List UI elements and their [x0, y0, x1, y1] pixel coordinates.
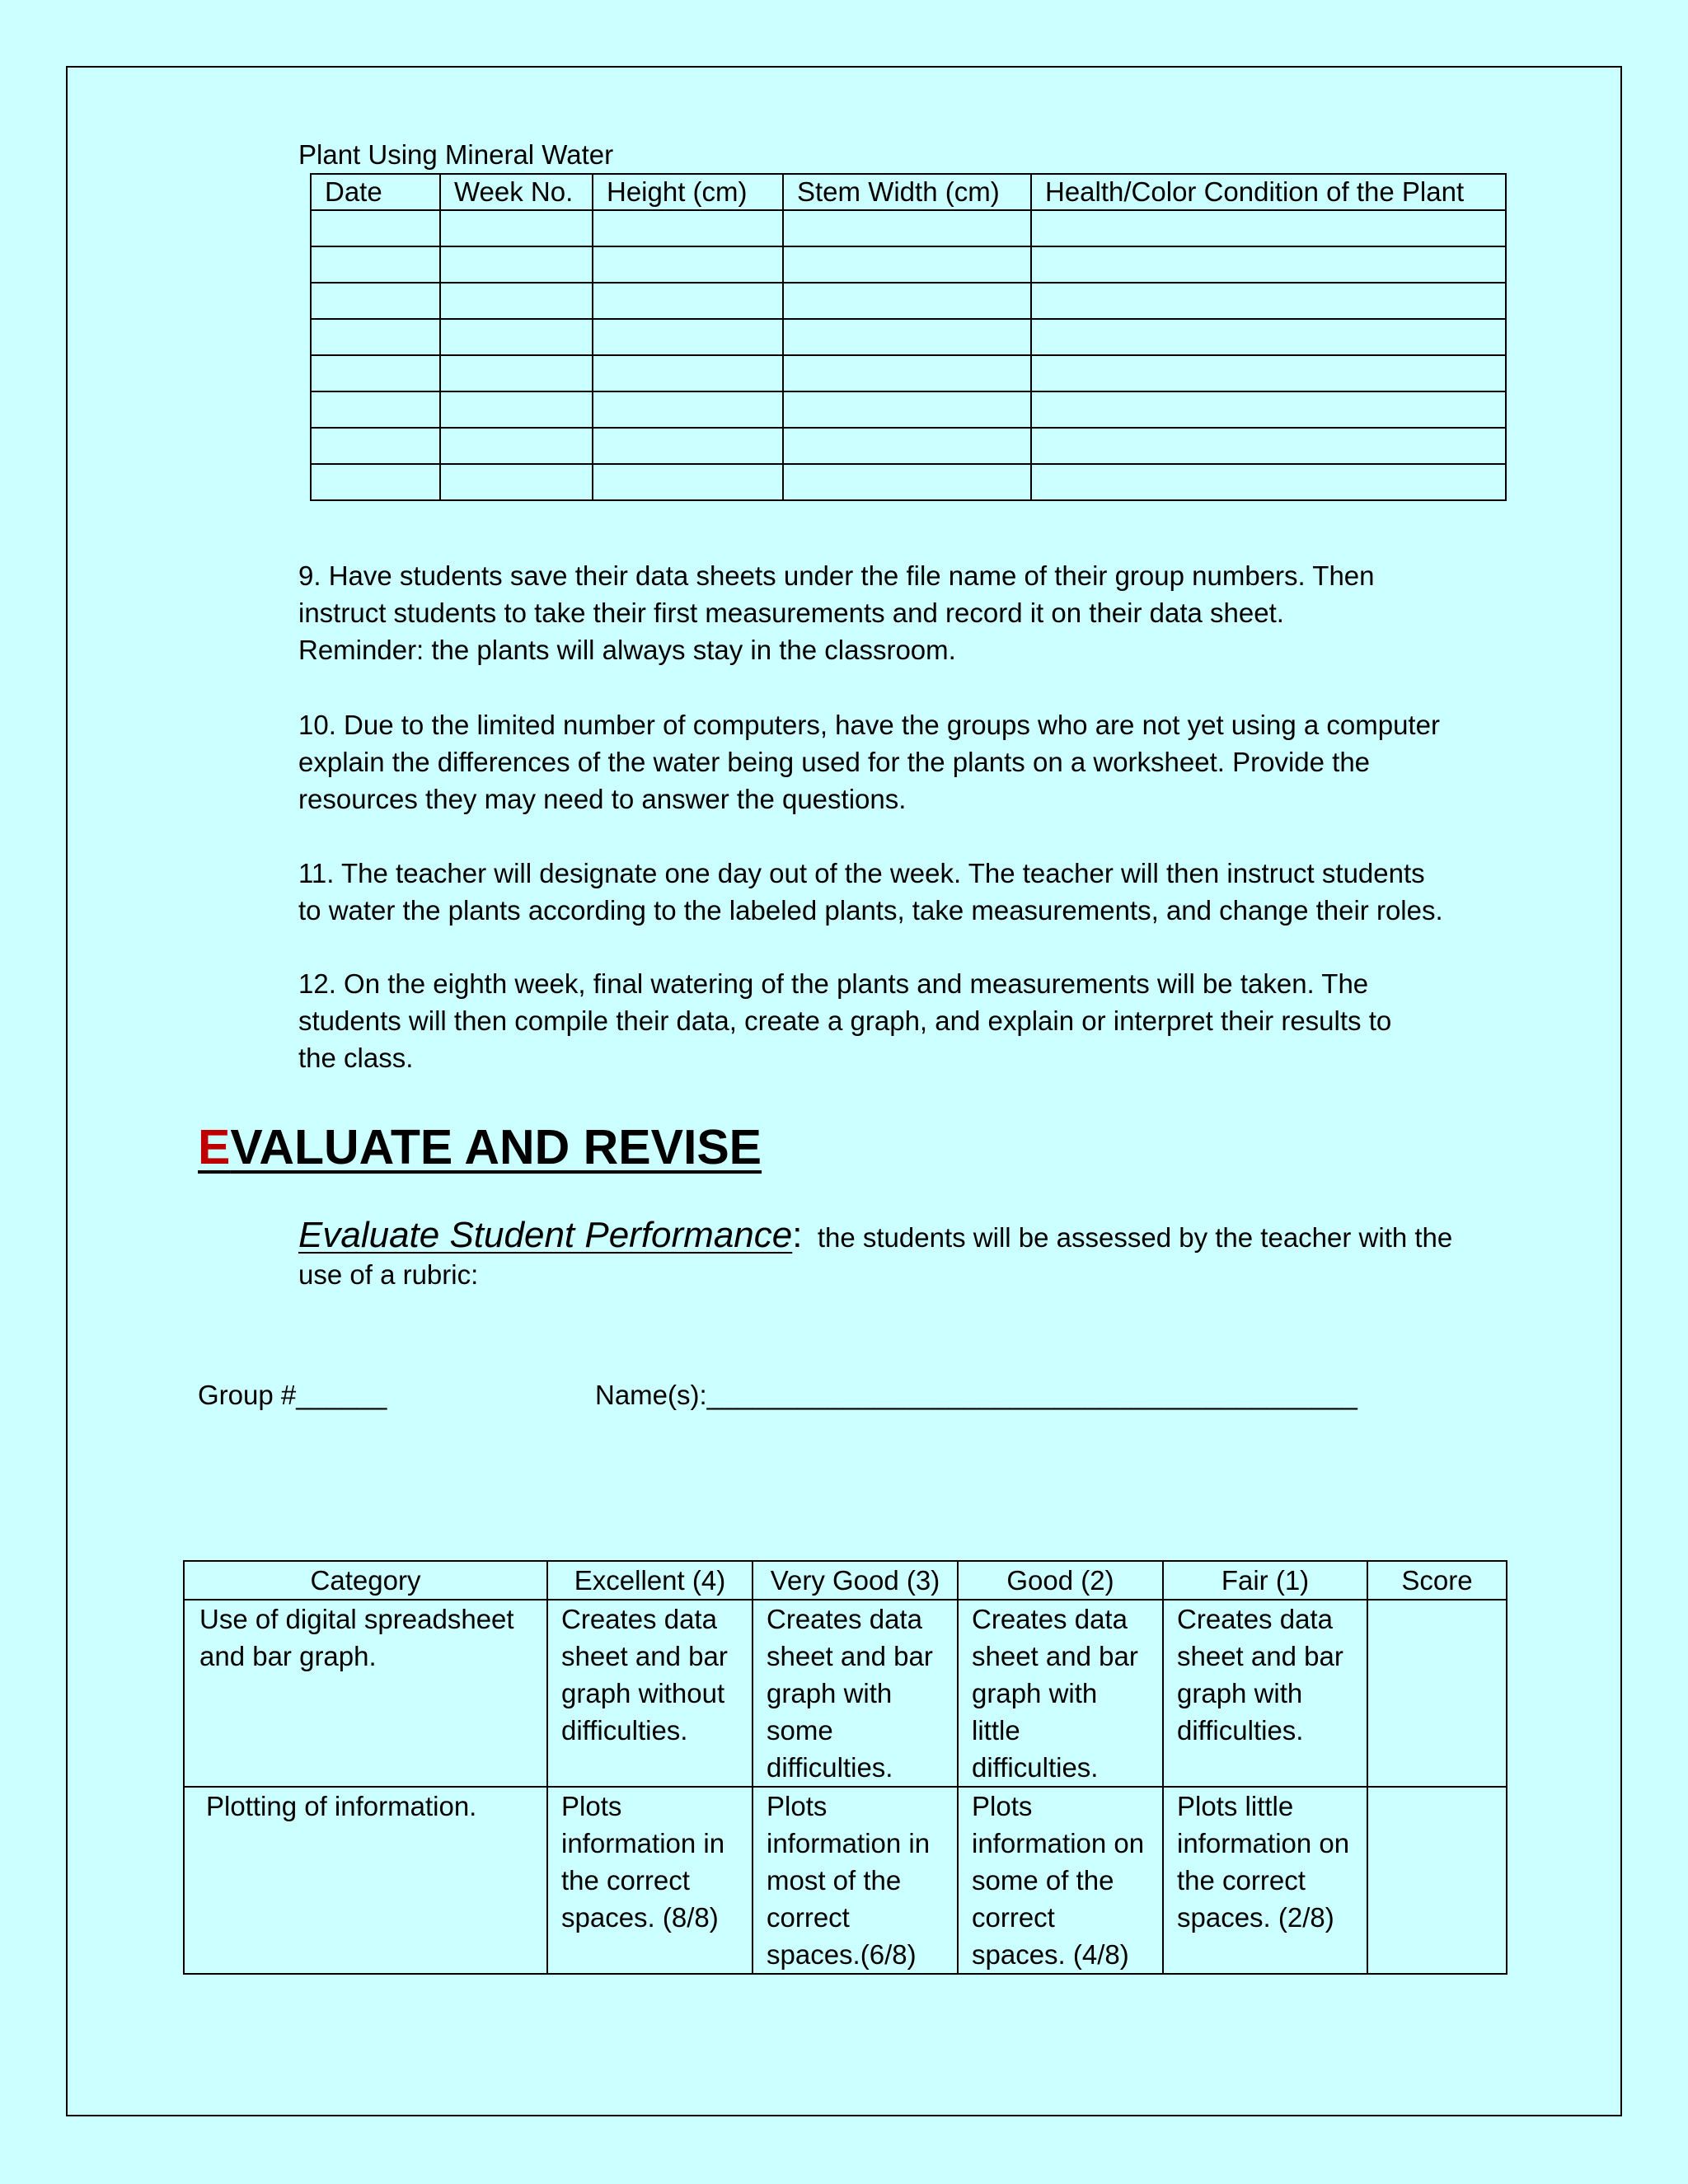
step-line: resources they may need to answer the questions.: [298, 784, 907, 814]
plant-data-table: [310, 173, 1507, 501]
cell[interactable]: [311, 246, 440, 283]
rubric-very-good: Plots information in most of the correct spaces.(6/8): [753, 1787, 958, 1974]
table-row: [311, 355, 1506, 391]
heading-rest: VALUATE AND REVISE: [230, 1120, 762, 1174]
cell[interactable]: [1031, 319, 1506, 355]
cell[interactable]: [783, 283, 1031, 319]
cell[interactable]: [311, 355, 440, 391]
cell[interactable]: [1031, 391, 1506, 428]
table-row: [311, 319, 1506, 355]
data-sheet-caption: Plant Using Mineral Water: [298, 139, 614, 170]
cell[interactable]: [1031, 355, 1506, 391]
step-line: the class.: [298, 1043, 414, 1073]
step-12: [298, 965, 1518, 1076]
step-9: [298, 557, 1518, 668]
col-health-color: Health/Color Condition of the Plant: [1031, 174, 1506, 210]
cell[interactable]: [593, 246, 783, 283]
col-week-no: Week No.: [440, 174, 593, 210]
step-line: to water the plants according to the labeled plants, take measurements, and change their roles.: [298, 895, 1443, 926]
table-row: [184, 1787, 1507, 1974]
heading-initial: E: [198, 1120, 231, 1174]
table-row: [311, 464, 1506, 500]
cell[interactable]: [440, 428, 593, 464]
col-date: Date: [311, 174, 440, 210]
cell[interactable]: [311, 464, 440, 500]
evaluate-text: the students will be assessed by the teacher with the: [802, 1222, 1453, 1253]
cell[interactable]: [593, 464, 783, 500]
cell[interactable]: [593, 428, 783, 464]
cell[interactable]: [783, 464, 1031, 500]
cell[interactable]: [440, 464, 593, 500]
step-line: 10. Due to the limited number of computers, have the groups who are not yet using a computer: [298, 710, 1440, 740]
cell[interactable]: [593, 319, 783, 355]
rubric-table: [183, 1560, 1507, 1975]
cell[interactable]: [1031, 428, 1506, 464]
cell[interactable]: [783, 246, 1031, 283]
col-height: Height (cm): [593, 174, 783, 210]
cell[interactable]: [311, 319, 440, 355]
rubric-score[interactable]: [1367, 1600, 1507, 1787]
data-table-header-row: [311, 174, 1506, 210]
step-line: explain the differences of the water being used for the plants on a worksheet. Provide the: [298, 747, 1371, 777]
cell[interactable]: [783, 428, 1031, 464]
rubric-excellent: Plots information in the correct spaces. (8/8): [547, 1787, 753, 1974]
evaluate-paragraph: [298, 1216, 1518, 1293]
rubric-col-fair: Fair (1): [1163, 1561, 1367, 1600]
cell[interactable]: [440, 391, 593, 428]
step-line: 9. Have students save their data sheets under the file name of their group numbers. Then: [298, 560, 1375, 591]
rubric-score[interactable]: [1367, 1787, 1507, 1974]
cell[interactable]: [593, 210, 783, 246]
cell[interactable]: [311, 428, 440, 464]
table-row: [311, 391, 1506, 428]
rubric-good: Creates data sheet and bar graph with little difficulties.: [958, 1600, 1163, 1787]
cell[interactable]: [440, 319, 593, 355]
step-line: students will then compile their data, create a graph, and explain or interpret their results to: [298, 1005, 1392, 1036]
rubric-fair: Plots little information on the correct spaces. (2/8): [1163, 1787, 1367, 1974]
cell[interactable]: [1031, 283, 1506, 319]
table-row: [311, 428, 1506, 464]
rubric-very-good: Creates data sheet and bar graph with some difficulties.: [753, 1600, 958, 1787]
cell[interactable]: [311, 283, 440, 319]
rubric-excellent: Creates data sheet and bar graph without difficulties.: [547, 1600, 753, 1787]
rubric-col-good: Good (2): [958, 1561, 1163, 1600]
rubric-good: Plots information on some of the correct spaces. (4/8): [958, 1787, 1163, 1974]
step-line: 12. On the eighth week, final watering of the plants and measurements will be taken. The: [298, 968, 1369, 999]
table-row: [311, 283, 1506, 319]
cell[interactable]: [1031, 246, 1506, 283]
cell[interactable]: [783, 355, 1031, 391]
cell[interactable]: [440, 355, 593, 391]
rubric-fair: Creates data sheet and bar graph with difficulties.: [1163, 1600, 1367, 1787]
cell[interactable]: [593, 355, 783, 391]
col-stem-width: Stem Width (cm): [783, 174, 1031, 210]
table-row: [311, 210, 1506, 246]
step-line: 11. The teacher will designate one day out of the week. The teacher will then instruct students: [298, 858, 1425, 888]
cell[interactable]: [783, 391, 1031, 428]
cell[interactable]: [1031, 464, 1506, 500]
evaluate-colon: :: [792, 1215, 803, 1255]
rubric-header-row: [184, 1561, 1507, 1600]
cell[interactable]: [311, 391, 440, 428]
rubric-category: Use of digital spreadsheet and bar graph.: [184, 1600, 547, 1787]
rubric-col-excellent: Excellent (4): [547, 1561, 753, 1600]
rubric-col-score: Score: [1367, 1561, 1507, 1600]
step-10: [298, 706, 1518, 818]
cell[interactable]: [440, 246, 593, 283]
cell[interactable]: [593, 391, 783, 428]
cell[interactable]: [440, 210, 593, 246]
step-line: instruct students to take their first measurements and record it on their data sheet.: [298, 598, 1284, 628]
cell[interactable]: [1031, 210, 1506, 246]
cell[interactable]: [783, 210, 1031, 246]
rubric-col-very-good: Very Good (3): [753, 1561, 958, 1600]
cell[interactable]: [311, 210, 440, 246]
section-heading: [198, 1114, 762, 1180]
table-row: [311, 246, 1506, 283]
cell[interactable]: [593, 283, 783, 319]
evaluate-text-line2: use of a rubric:: [298, 1259, 479, 1290]
step-line: Reminder: the plants will always stay in the classroom.: [298, 635, 956, 665]
rubric-col-category: Category: [184, 1561, 547, 1600]
evaluate-title: Evaluate Student Performance: [298, 1215, 793, 1255]
cell[interactable]: [783, 319, 1031, 355]
group-number-field[interactable]: Group #______: [198, 1380, 387, 1410]
names-field[interactable]: Name(s):___________________________________________: [595, 1380, 1357, 1410]
rubric-category: Plotting of information.: [184, 1787, 547, 1974]
step-11: [298, 855, 1518, 929]
cell[interactable]: [440, 283, 593, 319]
table-row: [184, 1600, 1507, 1787]
